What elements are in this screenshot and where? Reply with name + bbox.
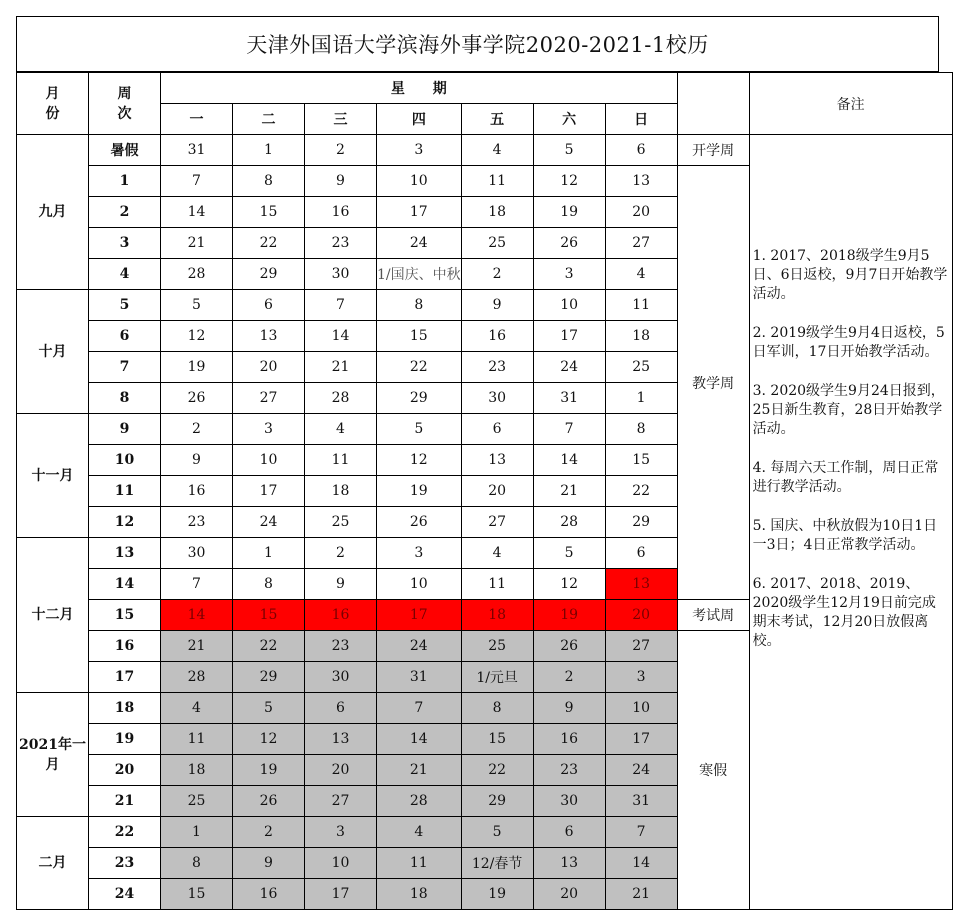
- day-cell: 8: [233, 166, 305, 197]
- day-cell: 16: [305, 197, 377, 228]
- day-cell: 7: [533, 414, 605, 445]
- day-cell: 16: [461, 321, 533, 352]
- day-cell: 14: [377, 724, 462, 755]
- day-cell: 9: [533, 693, 605, 724]
- day-cell: 2: [233, 817, 305, 848]
- weekday-header-3: 三: [305, 104, 377, 135]
- week-number: 20: [89, 755, 161, 786]
- day-cell: 21: [161, 228, 233, 259]
- day-cell: 11: [461, 166, 533, 197]
- week-number: 10: [89, 445, 161, 476]
- day-cell: 13: [605, 569, 677, 600]
- day-cell: 18: [461, 600, 533, 631]
- header-row: [17, 73, 953, 104]
- day-cell: 7: [161, 166, 233, 197]
- day-cell: 12: [377, 445, 462, 476]
- day-cell: 15: [377, 321, 462, 352]
- day-cell: 16: [533, 724, 605, 755]
- notes-spacer: [753, 135, 949, 247]
- day-cell: 22: [605, 476, 677, 507]
- day-cell: 11: [305, 445, 377, 476]
- day-cell: 9: [161, 445, 233, 476]
- day-cell: 8: [233, 569, 305, 600]
- day-cell: 14: [305, 321, 377, 352]
- week-number: 12: [89, 507, 161, 538]
- day-cell: 10: [533, 290, 605, 321]
- day-cell: 7: [605, 817, 677, 848]
- day-cell: 20: [605, 600, 677, 631]
- day-cell: 18: [305, 476, 377, 507]
- day-cell: 26: [161, 383, 233, 414]
- day-cell: 9: [233, 848, 305, 879]
- day-cell: 17: [377, 600, 462, 631]
- day-cell: 6: [461, 414, 533, 445]
- day-cell: 23: [161, 507, 233, 538]
- day-cell: 2: [161, 414, 233, 445]
- day-cell: 27: [605, 631, 677, 662]
- day-cell: 25: [605, 352, 677, 383]
- week-number: 23: [89, 848, 161, 879]
- day-cell: 4: [161, 693, 233, 724]
- weekday-header-1: 一: [161, 104, 233, 135]
- day-cell: 3: [233, 414, 305, 445]
- month-label: 十月: [17, 290, 89, 414]
- week-number: 17: [89, 662, 161, 693]
- day-cell: 10: [233, 445, 305, 476]
- day-cell: 2: [305, 538, 377, 569]
- day-cell: 5: [233, 693, 305, 724]
- day-cell: 15: [233, 600, 305, 631]
- month-label: 十二月: [17, 538, 89, 693]
- day-cell: 20: [233, 352, 305, 383]
- day-cell: 19: [461, 879, 533, 910]
- week-header: 周 次: [89, 73, 161, 135]
- day-cell: 3: [377, 538, 462, 569]
- day-cell: 16: [161, 476, 233, 507]
- calendar-table: [16, 72, 953, 910]
- day-cell: 12: [533, 166, 605, 197]
- month-label: 二月: [17, 817, 89, 910]
- day-cell: 1: [605, 383, 677, 414]
- day-cell: 24: [533, 352, 605, 383]
- week-number: 24: [89, 879, 161, 910]
- day-cell: 17: [305, 879, 377, 910]
- notes-cell: [749, 135, 952, 910]
- day-cell: 14: [161, 197, 233, 228]
- day-cell: 20: [605, 197, 677, 228]
- day-cell: 22: [377, 352, 462, 383]
- day-cell: 6: [605, 135, 677, 166]
- day-cell: 8: [605, 414, 677, 445]
- day-cell: 28: [305, 383, 377, 414]
- day-cell: 10: [377, 166, 462, 197]
- day-cell: 24: [377, 228, 462, 259]
- day-cell: 3: [605, 662, 677, 693]
- week-type-label: 考试周: [677, 600, 749, 631]
- day-cell: 26: [377, 507, 462, 538]
- day-cell: 25: [461, 631, 533, 662]
- day-cell: 21: [305, 352, 377, 383]
- week-number: 7: [89, 352, 161, 383]
- day-cell: 28: [533, 507, 605, 538]
- day-cell: 15: [605, 445, 677, 476]
- weekday-header-7: 日: [605, 104, 677, 135]
- day-cell: 5: [461, 817, 533, 848]
- week-number: 21: [89, 786, 161, 817]
- weekday-group-header: 星 期: [161, 73, 678, 104]
- day-cell: 22: [233, 228, 305, 259]
- day-cell: 29: [233, 259, 305, 290]
- day-cell: 23: [533, 755, 605, 786]
- day-cell: 24: [377, 631, 462, 662]
- day-cell: 8: [461, 693, 533, 724]
- day-cell: 11: [377, 848, 462, 879]
- day-cell: 27: [605, 228, 677, 259]
- day-cell: 24: [605, 755, 677, 786]
- day-cell: 20: [533, 879, 605, 910]
- day-cell: 3: [305, 817, 377, 848]
- day-cell: 18: [161, 755, 233, 786]
- week-number: 16: [89, 631, 161, 662]
- day-cell: 19: [161, 352, 233, 383]
- day-cell: 30: [305, 662, 377, 693]
- day-cell: 13: [233, 321, 305, 352]
- day-cell: 17: [377, 197, 462, 228]
- day-cell: 6: [533, 817, 605, 848]
- day-cell: 19: [377, 476, 462, 507]
- day-cell: 30: [161, 538, 233, 569]
- day-cell: 28: [161, 259, 233, 290]
- week-number: 11: [89, 476, 161, 507]
- day-cell: 27: [305, 786, 377, 817]
- day-cell: 9: [461, 290, 533, 321]
- day-cell: 5: [533, 135, 605, 166]
- day-cell: 1/元旦: [461, 662, 533, 693]
- day-cell: 7: [305, 290, 377, 321]
- day-cell: 18: [605, 321, 677, 352]
- day-cell: 22: [233, 631, 305, 662]
- day-cell: 17: [233, 476, 305, 507]
- day-cell: 12/春节: [461, 848, 533, 879]
- day-cell: 26: [533, 228, 605, 259]
- weekday-header-2: 二: [233, 104, 305, 135]
- day-cell: 11: [161, 724, 233, 755]
- day-cell: 15: [461, 724, 533, 755]
- week-number: 6: [89, 321, 161, 352]
- day-cell: 25: [305, 507, 377, 538]
- note-item-2: 2. 2019级学生9月4日返校，5日军训，17日开始教学活动。: [752, 325, 945, 360]
- day-cell: 4: [377, 817, 462, 848]
- day-cell: 26: [233, 786, 305, 817]
- day-cell: 28: [161, 662, 233, 693]
- week-number: 2: [89, 197, 161, 228]
- notes-header: 备注: [749, 73, 952, 135]
- month-header: 月 份: [17, 73, 89, 135]
- day-cell: 4: [305, 414, 377, 445]
- week-type-header: [677, 73, 749, 135]
- day-cell: 20: [461, 476, 533, 507]
- day-cell: 23: [305, 631, 377, 662]
- week-number: 暑假: [89, 135, 161, 166]
- day-cell: 6: [233, 290, 305, 321]
- day-cell: 24: [233, 507, 305, 538]
- week-number: 13: [89, 538, 161, 569]
- day-cell: 13: [605, 166, 677, 197]
- day-cell: 5: [377, 414, 462, 445]
- week-type-label: 寒假: [677, 631, 749, 910]
- day-cell: 14: [533, 445, 605, 476]
- day-cell: 21: [605, 879, 677, 910]
- day-cell: 19: [533, 600, 605, 631]
- day-cell: 2: [533, 662, 605, 693]
- day-cell: 5: [161, 290, 233, 321]
- day-cell: 4: [461, 538, 533, 569]
- weekday-header-5: 五: [461, 104, 533, 135]
- day-cell: 21: [161, 631, 233, 662]
- day-cell: 12: [233, 724, 305, 755]
- day-cell: 17: [605, 724, 677, 755]
- day-cell: 10: [605, 693, 677, 724]
- day-cell: 18: [377, 879, 462, 910]
- day-cell: 2: [461, 259, 533, 290]
- day-cell: 14: [605, 848, 677, 879]
- note-item-3: 3. 2020级学生9月24日报到，25日新生教育，28日开始教学活动。: [752, 383, 945, 437]
- calendar-title: 天津外国语大学滨海外事学院2020-2021-1校历: [16, 16, 939, 72]
- day-cell: 31: [605, 786, 677, 817]
- week-row: [17, 135, 953, 166]
- day-cell: 23: [461, 352, 533, 383]
- week-number: 22: [89, 817, 161, 848]
- day-cell: 27: [461, 507, 533, 538]
- day-cell: 11: [461, 569, 533, 600]
- week-number: 1: [89, 166, 161, 197]
- month-label: 2021年一月: [17, 693, 89, 817]
- week-number: 15: [89, 600, 161, 631]
- day-cell: 18: [461, 197, 533, 228]
- day-cell: 29: [233, 662, 305, 693]
- day-cell: 15: [161, 879, 233, 910]
- day-cell: 8: [377, 290, 462, 321]
- week-number: 8: [89, 383, 161, 414]
- day-cell: 31: [377, 662, 462, 693]
- day-cell: 9: [305, 569, 377, 600]
- week-type-label: 教学周: [677, 166, 749, 600]
- day-cell: 17: [533, 321, 605, 352]
- day-cell: 1: [161, 817, 233, 848]
- day-cell: 10: [305, 848, 377, 879]
- day-cell: 13: [461, 445, 533, 476]
- month-label: 九月: [17, 135, 89, 290]
- week-number: 19: [89, 724, 161, 755]
- day-cell: 28: [377, 786, 462, 817]
- day-cell: 12: [161, 321, 233, 352]
- day-cell: 15: [233, 197, 305, 228]
- day-cell: 25: [161, 786, 233, 817]
- day-cell: 5: [533, 538, 605, 569]
- weekday-header-6: 六: [533, 104, 605, 135]
- day-cell: 29: [377, 383, 462, 414]
- note-item-5: 5. 国庆、中秋放假为10日1日一3日；4日正常教学活动。: [752, 518, 938, 553]
- day-cell: 30: [305, 259, 377, 290]
- weekday-header-4: 四: [377, 104, 462, 135]
- day-cell: 1: [233, 135, 305, 166]
- day-cell: 30: [533, 786, 605, 817]
- day-cell: 13: [305, 724, 377, 755]
- day-cell: 3: [533, 259, 605, 290]
- day-cell: 14: [161, 600, 233, 631]
- week-number: 5: [89, 290, 161, 321]
- day-cell: 6: [305, 693, 377, 724]
- day-cell: 23: [305, 228, 377, 259]
- note-item-1: 1. 2017、2018级学生9月5日、6日返校，9月7日开始教学活动。: [752, 248, 948, 302]
- day-cell: 19: [233, 755, 305, 786]
- day-cell: 25: [461, 228, 533, 259]
- day-cell: 29: [461, 786, 533, 817]
- day-cell: 31: [533, 383, 605, 414]
- day-cell: 30: [461, 383, 533, 414]
- month-label: 十一月: [17, 414, 89, 538]
- day-cell: 4: [461, 135, 533, 166]
- day-cell: 4: [605, 259, 677, 290]
- note-item-6: 6. 2017、2018、2019、2020级学生12月19日前完成期末考试，12月20日放假离校。: [752, 576, 936, 649]
- day-cell: 3: [377, 135, 462, 166]
- day-cell: 29: [605, 507, 677, 538]
- day-cell: 21: [377, 755, 462, 786]
- day-cell: 31: [161, 135, 233, 166]
- week-number: 14: [89, 569, 161, 600]
- week-number: 18: [89, 693, 161, 724]
- day-cell: 16: [305, 600, 377, 631]
- day-cell: 10: [377, 569, 462, 600]
- day-cell: 20: [305, 755, 377, 786]
- week-number: 9: [89, 414, 161, 445]
- day-cell: 16: [233, 879, 305, 910]
- day-cell: 11: [605, 290, 677, 321]
- day-cell: 8: [161, 848, 233, 879]
- day-cell: 7: [377, 693, 462, 724]
- day-cell: 7: [161, 569, 233, 600]
- day-cell: 12: [533, 569, 605, 600]
- day-cell: 21: [533, 476, 605, 507]
- day-cell: 1/国庆、中秋: [377, 259, 462, 290]
- day-cell: 26: [533, 631, 605, 662]
- week-number: 4: [89, 259, 161, 290]
- day-cell: 19: [533, 197, 605, 228]
- day-cell: 1: [233, 538, 305, 569]
- week-type-label: 开学周: [677, 135, 749, 166]
- note-item-4: 4. 每周六天工作制，周日正常进行教学活动。: [752, 460, 939, 495]
- week-number: 3: [89, 228, 161, 259]
- day-cell: 9: [305, 166, 377, 197]
- day-cell: 22: [461, 755, 533, 786]
- day-cell: 13: [533, 848, 605, 879]
- day-cell: 27: [233, 383, 305, 414]
- day-cell: 2: [305, 135, 377, 166]
- day-cell: 6: [605, 538, 677, 569]
